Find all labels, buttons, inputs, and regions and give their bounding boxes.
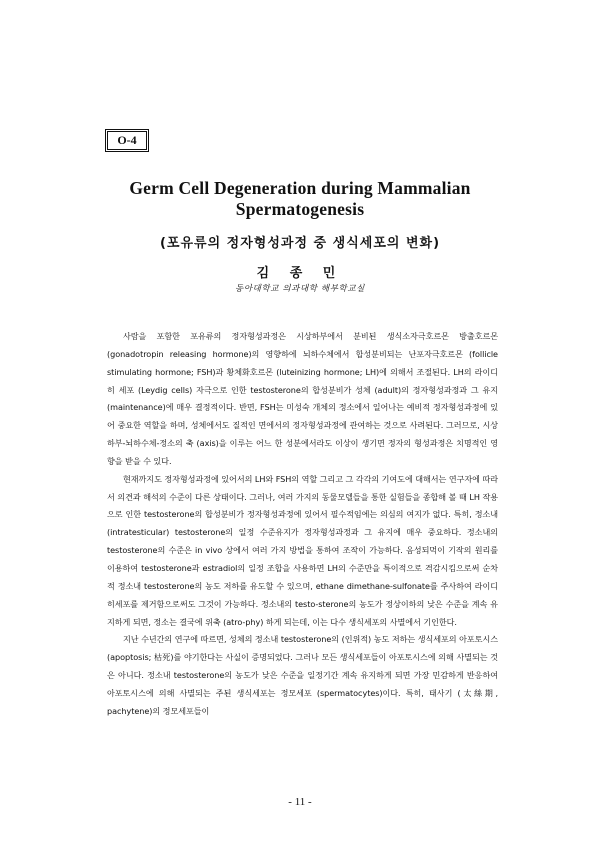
paper-title-korean: (포유류의 정자형성과정 중 생식세포의 변화) (159, 236, 441, 251)
paper-title-english: Germ Cell Degeneration during Mammalian Spermatogenesis (129, 178, 471, 219)
author-name: 김 종 민 (256, 266, 344, 281)
author-affiliation: 동아대학교 의과대학 해부학교실 (235, 284, 365, 294)
paragraph: 현재까지도 정자형성과정에 있어서의 LH와 FSH의 역할 그리고 그 각각의 기여도에 대해서는 연구자에 따라서 의견과 해석의 수준이 다른 상태이다. 그러나, 여러 가지의 동물모델들을 통한 실험들을 종합해 볼 때 LH 작용으로 인한 testosterone의 합성분비가 정자형성과정에 있어서 필수적임에는 의심의 여지가 없다. 특히, 정소내 (intratesticular) testosterone의 일정 수준유지가 정자형성과정과 그 유지에 매우 중요하다. 정소내의 testosterone의 수준은 in vivo 상에서 여러 가지 방법을 통하여 조작이 가능하다. 음성되먹이 기작의 원리를 이용하여 testosterone과 estradiol의 일정 조합을 사용하면 LH의 수준만을 특이적으로 격감시킴으로써 순차적 정소내 testosterone의 농도 저하를 유도할 수 있으며, ethane dimethane-sulfonate를 주사하여 라이디히세포를 제거함으로써도 그것이 가능하다. 정소내의 testo-sterone의 농도가 정상이하의 낮은 수준을 계속 유지하게 되면, 정소는 결국에 위축 (atro-phy) 하게 되는데, 이는 다수 생식세포의 사멸에서 기인한다. (107, 473, 498, 627)
session-code-box: O-4 (107, 131, 147, 150)
page-number: - 11 - (288, 796, 312, 808)
body-text (107, 328, 498, 721)
paragraph: 지난 수년간의 연구에 따르면, 성체의 정소내 testosterone의 (인위적) 농도 저하는 생식세포의 아포토시스 (apoptosis; 枯死)를 야기한다는 사실이 증명되었다. 그러나 모든 생식세포들이 아포토시스에 의해 사멸되는 것은 아니다. 정소내 testosterone의 농도가 낮은 수준을 일정기간 계속 유지하게 되면 가장 민감하게 반응하여 아포토시스에 의해 사멸되는 주된 생식세포는 정모세포 (spermatocytes)이다. 특히, 태사기 (太絲期, pachytene)의 정모세포들이 (107, 634, 498, 716)
paragraph: 사람을 포함한 포유류의 정자형성과정은 시상하부에서 분비된 생식소자극호르몬 방출호르몬 (gonadotropin releasing hormone)의 영향하에 뇌하수체에서 합성분비되는 난포자극호르몬 (follicle stimulating hormone; FSH)과 황체화호르몬 (luteinizing hormone; LH)에 의해서 조절된다. LH의 라이디히 세포 (Leydig cells) 자극으로 인한 testosterone의 합성분비가 성체 (adult)의 정자형성과정과 그 유지 (maintenance)에 매우 결정적이다. 반면, FSH는 미성숙 개체의 정소에서 일어나는 예비적 정자형성과정에 있어 중요한 역할을 하며, 성체에서도 질적인 면에서의 정자형성과정에 관여하는 것으로 사려된다. 그러므로, 시상하부-뇌하수체-정소의 축 (axis)을 이루는 어느 한 성분에서라도 이상이 생기면 정자의 형성과정은 치명적인 영향을 받을 수 있다. (107, 331, 498, 466)
